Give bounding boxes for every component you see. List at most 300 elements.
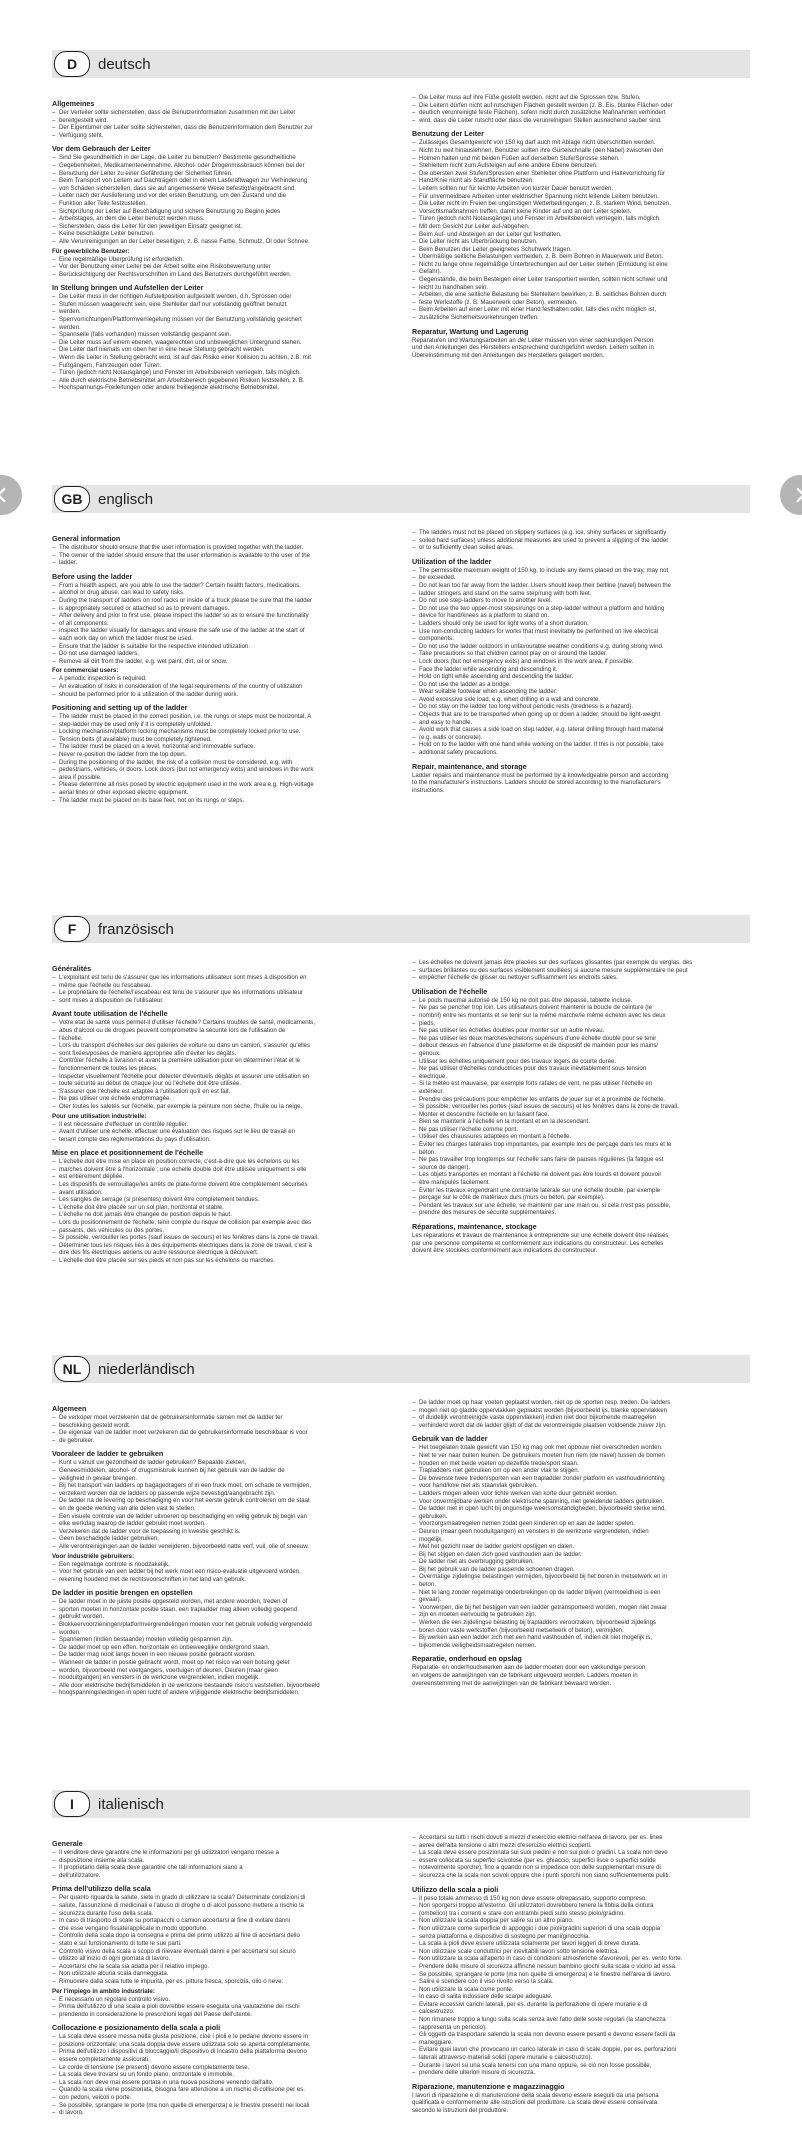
list-item: – Beim Arbeiten auf einer Leiter mit einer Hand festhalten oder, falls dies nicht möglich ist, bbox=[412, 306, 750, 314]
list-item: – Wear suitable footwear when ascending the ladder. bbox=[412, 688, 750, 696]
list-item: – avant utilisation. bbox=[52, 1189, 390, 1197]
left-column bbox=[52, 1399, 390, 1697]
paragraph bbox=[412, 1664, 750, 1687]
chevron-right-icon bbox=[791, 486, 802, 504]
list-item: – Use non-conducting ladders for works that must inevitably be performed on live electrical bbox=[412, 628, 750, 636]
list-item: – Niet te ver naar buiten leunen. De gebruikers moeten hun riem (de navel) tussen de bomen bbox=[412, 1452, 750, 1460]
list-item: – werden. bbox=[52, 308, 390, 316]
section-header bbox=[52, 1790, 750, 1818]
list-item: – Türen (jedoch nicht Notausgänge) und Fenster im Arbeitsbereich verriegeln, falls möglich. bbox=[412, 215, 750, 223]
list-item: – feste Werkstoffe (z. B. Mauerwerk oder Beton), vermeiden. bbox=[412, 299, 750, 307]
heading: De ladder in positie brengen en opstellen bbox=[52, 1588, 193, 1598]
list-item: – elke werkdag waarop de ladder gebruikt moet worden. bbox=[52, 1520, 390, 1528]
list-item: – The ladder must be placed on its base feet, not on its rungs or steps. bbox=[52, 797, 390, 805]
list-item: – gevaar). bbox=[412, 1596, 750, 1604]
list-item: – Si possible, verrouiller les portes (sauf issues de secours) et les fenêtres dans la zone de travail. bbox=[412, 1103, 750, 1111]
list-item: – Hold on to the ladder with one hand while working on the ladder. If this is not possible, take bbox=[412, 741, 750, 749]
list-item: – veiligheid in gevaar brengen. bbox=[52, 1475, 390, 1483]
list-item: – The permissible maximum weight of 150 kg, to include any items placed on the tray, may not bbox=[412, 567, 750, 575]
language-name: französisch bbox=[98, 920, 174, 938]
list-item: – source de danger). bbox=[412, 1164, 750, 1172]
list-item: – wird, dass die Leiter rutscht oder dass die verunreinigten Stellen ausreichend sauber sind. bbox=[412, 117, 750, 125]
list-item: – La scala deve essere posizionata sui suoi piedini e non sui pioli o gradini. La scala non deve bbox=[412, 1849, 750, 1857]
list-item: – Le propriétaire de l'échelle/l'escabeau est tenu de s'assurer que les informations utilisateur bbox=[52, 989, 390, 997]
list-item: – fonctionnement de toutes les pièces. bbox=[52, 1065, 390, 1073]
language-name: niederländisch bbox=[98, 1360, 195, 1378]
list-item: – Objects that are to be transported when going up or down a ladder, should be light-weight bbox=[412, 711, 750, 719]
list-item: – Controllo della scala dopo la consegna e prima del primo utilizzo al fine di accertarsi dello bbox=[52, 1932, 390, 1940]
list-item: – De ladder moet op een effen, horizontale en onbeweeglijke ondergrond staan. bbox=[52, 1644, 390, 1652]
list-item: – Accertarsi che la scala sia adatta per il relativo impiego. bbox=[52, 1963, 390, 1971]
heading: In Stellung bringen und Aufstellen der Leiter bbox=[52, 283, 204, 293]
list-item: – boren door vaste werkstoffen (bijvoorbeeld metselwerk of beton), vermijden. bbox=[412, 1627, 750, 1635]
list-item: – During the transport of ladders on roof racks or inside of a truck please be sure that the ladder bbox=[52, 597, 390, 605]
list-item: – device for hand/knees as a platform to stand on. bbox=[412, 612, 750, 620]
list-item: – von Schäden sicherstellen, dass sie auf angemessene Weise befestigt/angebracht sind. bbox=[52, 185, 390, 193]
list-item: – Il est nécessaire d'effectuer un contrôle régulier. bbox=[52, 1121, 390, 1129]
instruction-list bbox=[52, 293, 390, 392]
instruction-list bbox=[412, 94, 750, 124]
list-item: – Contrôler l'échelle à livraison et avant la première utilisation pour en déterminer l'état et le bbox=[52, 1057, 390, 1065]
list-item: – en de goede werking van alle delen vast te stellen. bbox=[52, 1505, 390, 1513]
list-item: – Der Verteiler sollte sicherstellen, dass die Benutzerinformation zusammen mit der Leiter bbox=[52, 109, 390, 117]
right-column bbox=[412, 959, 750, 1265]
list-item: – Die Leiter nicht im Freien bei ungünstigen Wetterbedingungen, z. B. starkem Wind, benutzen. bbox=[412, 200, 750, 208]
list-item: – Bij het gebruik van de ladder passende schoenen dragen. bbox=[412, 1566, 750, 1574]
list-item: – est entièrement dépliée. bbox=[52, 1173, 390, 1181]
list-item: – disposizione insieme alla scala. bbox=[52, 1857, 390, 1865]
instruction-list bbox=[52, 974, 390, 1004]
list-item: – worden. bbox=[52, 1629, 390, 1637]
list-item: – Avant d'utiliser une échelle, effectuer une évaluation des risques sur le lieu de travail en bbox=[52, 1128, 390, 1136]
instruction-list bbox=[52, 675, 390, 698]
list-item: – Utiliser les échelles uniquement pour des travaux légers de courte durée. bbox=[412, 1058, 750, 1066]
list-item: – essere completamente assicurati. bbox=[52, 2056, 390, 2064]
instruction-list bbox=[52, 582, 390, 666]
list-item: – leicht zu handhaben sein. bbox=[412, 284, 750, 292]
list-item: – Remove all dirt from the ladder, e.g. wet paint, dirt, oil or snow. bbox=[52, 658, 390, 666]
instruction-list bbox=[52, 109, 390, 139]
instruction-list bbox=[412, 529, 750, 552]
list-item: – prendere delle ulteriori misure di sicurezza. bbox=[412, 2069, 750, 2077]
list-item: – Prima dell'utilizzo i dispositivi di bloccaggio/il dispositivo di incastro della piattaforma devono bbox=[52, 2048, 390, 2056]
list-item: – aeree dell'alta tensione o altri mezzi d'esercizio elettrici scoperti. bbox=[412, 1842, 750, 1850]
list-item: – Non utilizzare scale conduttrici per inevitabili lavori sotto tensione elettrica. bbox=[412, 1948, 750, 1956]
list-item: – laterali attraverso materiali solidi (opere murarie e calcestruzzo). bbox=[412, 2054, 750, 2062]
instruction-list bbox=[412, 959, 750, 982]
instruction-list bbox=[412, 997, 750, 1217]
section-header bbox=[52, 915, 750, 943]
list-item: – che esse vengano fissate/applicate in modo opportuno. bbox=[52, 1925, 390, 1933]
list-item: – Mit dem Gesicht zur Leiter auf-/abgehen. bbox=[412, 223, 750, 231]
list-item: – Non utilizzare la scala all'aperto in caso di condizioni atmosferiche sfavorevoli, per es. vento forte. bbox=[412, 1955, 750, 1963]
list-item: – gebruiken. bbox=[412, 1513, 750, 1521]
list-item: – dire des fils électriques aériens ou autre ressource électrique à découvert. bbox=[52, 1249, 390, 1257]
instruction-list bbox=[52, 1996, 390, 2019]
list-item: – Les dispositifs de verrouillage/les arrêts de plate-forme doivent être complètement sécurisés bbox=[52, 1181, 390, 1189]
list-item: – essere collocata su superfici scivolose (per es. ghiaccio, superfici lisce o superfici solide bbox=[412, 1857, 750, 1865]
list-item: – Die obersten zwei Stufen/Sprossen einer Stehleiter ohne Plattform und Haltevorrichtung für bbox=[412, 170, 750, 178]
list-item: – Türen (jedoch nicht Notausgänge) und Fenster im Arbeitsbereich verriegeln, falls möglich. bbox=[52, 369, 390, 377]
list-item: – Si la météo est mauvaise, par exemple forts rafales de vent, ne pas utiliser l'échelle en bbox=[412, 1080, 750, 1088]
heading: Utilisation de l'échelle bbox=[412, 986, 488, 996]
list-item: – zijn en moeten eenvoudig te gebruiken zijn. bbox=[412, 1611, 750, 1619]
list-item: – Beim Benutzen der Leiter geeignetes Schuhwerk tragen. bbox=[412, 246, 750, 254]
list-item: – Non utilizzare la scala doppia per salire su un altro piano. bbox=[412, 1917, 750, 1925]
list-item: – Sicherstellen, dass die Leiter für den jeweiligen Einsatz geeignet ist. bbox=[52, 223, 390, 231]
list-item: – salute, l'assunzione di medicinali e l'abuso di droghe o di alcol possono mettere a rischio la bbox=[52, 1902, 390, 1910]
list-item: – prendre des mesures de sécurité supplémentaires. bbox=[412, 1209, 750, 1217]
list-item: – Spannseile (falls vorhanden) müssen vollständig gespannt sein. bbox=[52, 331, 390, 339]
heading: Reparatie, onderhoud en opslag bbox=[412, 1654, 522, 1664]
list-item: – Für unvermeidbare Arbeiten unter elektrischer Spannung nicht leitende Leitern benutzen. bbox=[412, 193, 750, 201]
instruction-list bbox=[52, 1849, 390, 1879]
list-item: – Benutzung der Leiter zu einer Gefährdung der Sicherheit führen. bbox=[52, 170, 390, 178]
list-item: – surfaces brillantes ou des surfaces visiblement souillées) si aucune mesure supplémentaire ne peut bbox=[412, 967, 750, 975]
list-item: – Le corde di tensione (se presenti) devono essere completamente tese. bbox=[52, 2064, 390, 2072]
list-item: – During the positioning of the ladder, the risk of a collision must be considered, e.g. with bbox=[52, 759, 390, 767]
list-item: – Ne pas utiliser les échelles doubles pour monter sur un autre niveau. bbox=[412, 1027, 750, 1035]
language-code-badge: I bbox=[54, 1791, 90, 1817]
list-item: – area if possible. bbox=[52, 774, 390, 782]
list-item: – La scala a pioli deve essere utilizzata solamente per lavori leggeri di breve durata. bbox=[412, 1940, 750, 1948]
list-item: – Stehleitern nicht zum Aufsteigen auf eine andere Ebene benutzen. bbox=[412, 162, 750, 170]
section-nl bbox=[52, 1355, 750, 1697]
list-item: – L'échelle doit être placée sur un sol plan, horizontal et stable. bbox=[52, 1204, 390, 1212]
heading: Algemeen bbox=[52, 1404, 87, 1413]
list-item: – marches doivent être à l'horizontale ; une échelle double doit être utilisée uniquement si elle bbox=[52, 1166, 390, 1174]
list-item: – Inspecter visuellement l'échelle pour détecter d'éventuels dégâts et assurer une utilisation en bbox=[52, 1073, 390, 1081]
list-item: – Wanneer de ladder in positie gebracht wordt, moet op het risico van een botsing gelet bbox=[52, 1659, 390, 1667]
next-page-button[interactable] bbox=[780, 475, 802, 515]
list-item: – The ladder must be placed on a level, horizontal and immovable surface. bbox=[52, 743, 390, 751]
list-item: – voor hand/knie niet als staanvlak gebruiken. bbox=[412, 1482, 750, 1490]
language-name: italienisch bbox=[98, 1795, 164, 1813]
list-item: – Evitare eccessivi carichi laterali, per es. durante la perforazione di opere murarie e di bbox=[412, 2001, 750, 2009]
list-item: – soiled hard surfaces) unless additional measures are used to prevent a slipping of the ladder bbox=[412, 537, 750, 545]
list-item: – prendendo in considerazione le prescrizioni legali del Paese dell'utente. bbox=[52, 2011, 390, 2019]
paragraph-line: I lavori di riparazione e di manutenzione della scala devono essere eseguiti da una persona bbox=[412, 2091, 659, 2099]
list-item: – Se possibile, sprangare le porte (ma non quelle di emergenza) e le finestre nell'area di lavoro. bbox=[412, 1971, 750, 1979]
paragraph-line: par une personne compétente et conformément aux indications du constructeur. Les échelles bbox=[412, 1239, 664, 1247]
list-item: – di lavoro. bbox=[52, 2109, 390, 2117]
list-item: – Do not use the ladder as a bridge. bbox=[412, 681, 750, 689]
list-item: – dell'utilizzatore. bbox=[52, 1872, 390, 1880]
heading: Prima dell'utilizzo della scala bbox=[52, 1884, 151, 1894]
instruction-list bbox=[52, 154, 390, 245]
list-item: – Take precautions so that children cannot play on or around the ladder. bbox=[412, 650, 750, 658]
list-item: – Een regelmatige controle is noodzakelijk. bbox=[52, 1561, 390, 1569]
list-item: – Gegebenheiten, Medikamenteneinnahme, Alkohol- oder Drogenmissbrauch können bei der bbox=[52, 162, 390, 170]
paragraph-line: Übereinstimmung mit den Anleitungen des Herstellers gelagert werden. bbox=[412, 351, 605, 359]
list-item: – posizione orizzontale; una scala doppia deve essere utilizzata solo se aperta completamente. bbox=[52, 2041, 390, 2049]
list-item: – Prima dell'utilizzo di una scala a pioli dovrebbe essere eseguita una valutazione dei rischi bbox=[52, 2003, 390, 2011]
list-item: – Vorsichtsmaßnahmen treffen, damit keine Kinder auf und an der Leiter spielen. bbox=[412, 208, 750, 216]
list-item: – be exceeded. bbox=[412, 574, 750, 582]
heading: Benutzung der Leiter bbox=[412, 129, 484, 139]
list-item: – Non utilizzare alcuna scala danneggiata. bbox=[52, 1970, 390, 1978]
paragraph-line: overeenstemming met de aanwijzingen van de fabrikant bewaard worden. bbox=[412, 1679, 612, 1687]
list-item: – Die Leiter muss auf ihre Füße gestellt werden, nicht auf die Sprossen bzw. Stufen. bbox=[412, 94, 750, 102]
list-item: – Si possible, verrouiller les portes (sauf issues de secours) et les fenêtres dans la zone de travail. bbox=[52, 1234, 390, 1242]
list-item: – toute sécurité au début de chaque jour où l'échelle doit être utilisée. bbox=[52, 1080, 390, 1088]
list-item: – calcestruzzo. bbox=[412, 2008, 750, 2016]
list-item: – pedestrians, vehicles, or doors. Lock doors (but not emergency exits) and windows in the work bbox=[52, 766, 390, 774]
list-item: – Een visuele controle van de ladder uitvoeren op beschadiging en veilig gebruik bij begin van bbox=[52, 1513, 390, 1521]
section-d bbox=[52, 50, 750, 392]
list-item: – Sind Sie gesundheitlich in der Lage, die Leiter zu benutzen? Bestimmte gesundheitliche bbox=[52, 154, 390, 162]
previous-page-button[interactable] bbox=[0, 475, 22, 515]
instruction-list bbox=[412, 1834, 750, 1880]
list-item: – stato e sul funzionamento di tutte le sue parti. bbox=[52, 1940, 390, 1948]
instruction-list bbox=[52, 1019, 390, 1110]
list-item: – perçage sur le côté de matériaux durs (murs ou béton, par exemple). bbox=[412, 1194, 750, 1202]
list-item: – Do not use the two upper-most steps/rungs on a step-ladder without a platform and holding bbox=[412, 605, 750, 613]
language-name: deutsch bbox=[98, 55, 151, 73]
paragraph bbox=[412, 337, 750, 360]
list-item: – sporten moeten in horizontale positie staan, een trapladder mag alleen volledig geopend bbox=[52, 1606, 390, 1614]
list-item: – verhinderd wordt dat de ladder glijdt of dat de verontreinigde plaatsen voldoende zuiver zijn. bbox=[412, 1422, 750, 1430]
list-item: – sont mises à disposition de l'utilisateur. bbox=[52, 997, 390, 1005]
list-item: – Bij werken aan een ladder zich met een hand vasthouden of, indien dit niet mogelijk is, bbox=[412, 1634, 750, 1642]
list-item: – L'exploitant est tenu de s'assurer que les informations utilisateur sont mises à disposition en bbox=[52, 974, 390, 982]
list-item: – beschikking gesteld wordt. bbox=[52, 1422, 390, 1430]
list-item: – Per quanto riguarda la salute, siete in grado di utilizzare la scala? Determinate condizioni di bbox=[52, 1894, 390, 1902]
list-item: – werden. bbox=[52, 324, 390, 332]
list-item: – Ladders mogen alleen voor lichte werken van korte duur gebruikt worden. bbox=[412, 1490, 750, 1498]
list-item: – The ladders must not be placed on slippery surfaces (e.g. ice, shiny surfaces or significantly bbox=[412, 529, 750, 537]
list-item: – Werken die een zijdelingse belasting bij trapladders veroorzaken, bijvoorbeeld zijdelings bbox=[412, 1619, 750, 1627]
list-item: – Spanriemen (indien bestaande) moeten volledig gespannen zijn. bbox=[52, 1636, 390, 1644]
list-item: – Avoid work that causes a side load on step ladder, e.g. lateral drilling through hard material bbox=[412, 726, 750, 734]
list-item: – Die Leiter muss in der richtigen Aufstellposition aufgestellt werden, d.h. Sprossen oder bbox=[52, 293, 390, 301]
heading: Generale bbox=[52, 1839, 83, 1848]
list-item: – Holmen halten und mit beiden Füßen auf derselben Stufe/Sprosse stehen. bbox=[412, 155, 750, 163]
left-column bbox=[52, 94, 390, 392]
list-item: – S'assurer que l'échelle est adaptée à l'utilisation qu'il en est fait. bbox=[52, 1088, 390, 1096]
instruction-list bbox=[412, 567, 750, 757]
right-column bbox=[412, 1399, 750, 1697]
list-item: – Pendant les travaux sur une échelle, se maintenir par une main ou, si cela n'est pas possible, bbox=[412, 1202, 750, 1210]
list-item: – Accertarsi su tutti i rischi dovuti a mezzi d'esercizio elettrici nell'area di lavoro, per es. linee bbox=[412, 1834, 750, 1842]
list-item: – In caso di salita indossare delle scarpe adeguate. bbox=[412, 1993, 750, 2001]
list-item: – Übermäßige seitliche Belastungen vermeiden, z. B. beim Bohren in Mauerwerk und Beton. bbox=[412, 253, 750, 261]
left-column bbox=[52, 959, 390, 1265]
list-item: – Alle durch elektrische Betriebsmittel am Arbeitsbereich gegebenen Risiken feststellen, z. B. bbox=[52, 377, 390, 385]
list-item: – or to sufficiently clean soiled areas. bbox=[412, 544, 750, 552]
list-item: – Tension belts (if available) must be completely tightened. bbox=[52, 736, 390, 744]
list-item: – Il venditore deve garantire che le informazioni per gli utilizzatori vengano messe a bbox=[52, 1849, 390, 1857]
list-item: – Ne pas utiliser une échelle endommagée. bbox=[52, 1095, 390, 1103]
list-item: – The ladder must be placed in the correct position, i.e. the rungs or steps must be horizontal. A bbox=[52, 713, 390, 721]
heading: Gebruik van de ladder bbox=[412, 1434, 488, 1444]
section-header bbox=[52, 485, 750, 513]
heading: Before using the ladder bbox=[52, 571, 133, 581]
list-item: – Salire e scendere con il viso rivolto verso la scala. bbox=[412, 1978, 750, 1986]
list-item: – Non sporgersi troppo all'esterno. Gli utilizzatori dovrebbero tenere la fibbia della cintura bbox=[412, 1902, 750, 1910]
list-item: – Il peso totale ammesso di 150 kg non deve essere oltrepassato, supporto compreso. bbox=[412, 1895, 750, 1903]
list-item: – Vor der Benutzung einer Leiter bei der Arbeit sollte eine Risikobewertung unter bbox=[52, 263, 390, 271]
list-item: – empêcher l'échelle de glisser ou nettoyer suffisamment les endroits sales. bbox=[412, 974, 750, 982]
heading: Mise en place et positionnement de l'échelle bbox=[52, 1148, 204, 1158]
list-item: – Ôter toutes les saletés sur l'échelle, par exemple la peinture non sèche, l'huile ou la neige. bbox=[52, 1103, 390, 1111]
list-item: – Die Leiter muss auf einem ebenen, waagerechten und unbeweglichen Untergrund stehen. bbox=[52, 339, 390, 347]
paragraph-line: Ladder repairs and maintenance must be performed by a knowledgeable person and according bbox=[412, 771, 669, 779]
list-item: – mogelijk. bbox=[412, 1536, 750, 1544]
list-item: – Gli oggetti da trasportare salendo la scala non devono essere pesanti e devono essere facili da bbox=[412, 2031, 750, 2039]
list-item: – Hand/Knie nicht als Standfläche benutzen. bbox=[412, 177, 750, 185]
list-item: – ladder. bbox=[52, 559, 390, 567]
list-item: – Ladders should only be used for light works of a short duration. bbox=[412, 620, 750, 628]
list-item: – From a health aspect, are you able to use the ladder? Certain health factors, medications, bbox=[52, 582, 390, 590]
subheading: Per l'impiego in ambito industriale: bbox=[52, 1987, 155, 1995]
list-item: – worden, bijvoorbeeld met voetgangers, voertuigen of deuren. Deuren (maar geen bbox=[52, 1667, 390, 1675]
list-item: – Utiliser des chaussures adaptées en montant à l'échelle. bbox=[412, 1133, 750, 1141]
paragraph bbox=[412, 772, 750, 795]
list-item: – Nicht zu lange ohne regelmäßige Unterbrechungen auf der Leiter stehen (Ermüdung ist eine bbox=[412, 261, 750, 269]
list-item: – Ne pas utiliser les deux marches/échelons supérieurs d'une échelle double pour se tenir bbox=[412, 1035, 750, 1043]
instruction-list bbox=[52, 1414, 390, 1444]
list-item: – Arbeiten, die eine seitliche Belastung bei Stehleitern bewirken, z. B. seitliches Bohren durch bbox=[412, 291, 750, 299]
list-item: – aerial lines or other exposed electric equipment. bbox=[52, 789, 390, 797]
list-item: – Overmatige zijdelingse belastingen vermijden, bijvoorbeeld bij het boren in metselwerk en in bbox=[412, 1573, 750, 1581]
list-item: – Verfügung steht. bbox=[52, 132, 390, 140]
list-item: – ladder stringers and stand on the same step/rung with both feet. bbox=[412, 590, 750, 598]
list-item: – Leiter nach der Auslieferung und vor der ersten Benutzung, um den Zustand und die bbox=[52, 192, 390, 200]
list-item: – Face the ladder while ascending and descending it. bbox=[412, 666, 750, 674]
list-item: – Rimuovere dalla scala tutte le impurità, per es. pittura fresca, sporcizia, olio o neve. bbox=[52, 1978, 390, 1986]
list-item: – Fußgängern, Fahrzeugen oder Türen. bbox=[52, 362, 390, 370]
heading: Positioning and setting up of the ladder bbox=[52, 703, 188, 713]
list-item: – Keine beschädigte Leiter benutzen. bbox=[52, 230, 390, 238]
list-item: – mogen niet op gladde oppervlakken geplaatst worden (bijvoorbeeld ijs, blanke oppervlakken bbox=[412, 1407, 750, 1415]
list-item: – each work day on which the ladder must be used. bbox=[52, 635, 390, 643]
list-item: – Le poids maximal autorisé de 150 kg ne doit pas être dépassé, tablette incluse. bbox=[412, 997, 750, 1005]
list-item: – alcohol or drug abuse, can lead to safety risks. bbox=[52, 589, 390, 597]
list-item: – extérieur. bbox=[412, 1088, 750, 1096]
heading: Allgemeines bbox=[52, 99, 95, 108]
list-item: – beton. bbox=[412, 1581, 750, 1589]
list-item: – sicurezza che la scala non scivoli oppure che i punti sporchi non siano sufficientemente puliti. bbox=[412, 1872, 750, 1880]
list-item: – Monter et descendre l'échelle en lui faisant face. bbox=[412, 1111, 750, 1119]
list-item: – béton. bbox=[412, 1149, 750, 1157]
left-column bbox=[52, 529, 390, 804]
list-item: – Der Eigentümer der Leiter sollte sicherstellen, dass die Benutzerinformation dem Benutzer zur bbox=[52, 124, 390, 132]
list-item: – pieds. bbox=[412, 1020, 750, 1028]
list-item: – Éviter les travaux engendrant une contrainte latérale sur une échelle double, par exemple bbox=[412, 1187, 750, 1195]
list-item: – L'échelle doit être placée sur ses pieds et non pas sur les échelons ou marches. bbox=[52, 1257, 390, 1265]
list-item: – Prendre des précautions pour empêcher les enfants de jouer sur et à proximité de l'échelle. bbox=[412, 1096, 750, 1104]
list-item: – Les échelles ne doivent jamais être placées sur des surfaces glissantes (par exemple du verglas, des bbox=[412, 959, 750, 967]
list-item: – additional safety precautions. bbox=[412, 749, 750, 757]
list-item: – After delivery and prior to first use, please inspect the ladder so as to ensure the functionality bbox=[52, 612, 390, 620]
subheading: Voor industriële gebruikers: bbox=[52, 1552, 135, 1560]
list-item: – (e.g. walls or concrete). bbox=[412, 734, 750, 742]
list-item: – Éviter les charges latérales trop importantes, par exemple lors de perçage dans les murs et le bbox=[412, 1141, 750, 1149]
list-item: – Bij het transport van ladders op bagagedragers of in een truck moet, om schade te vermijden, bbox=[52, 1482, 390, 1490]
list-item: – Voor het gebruik van een ladder bij het werk moet een risico-evaluatie uitgevoerd worden, bbox=[52, 1568, 390, 1576]
list-item: – Stufen müssen waagerecht sein, eine Stehleiter darf nur vollständig geöffnet benutzt bbox=[52, 301, 390, 309]
list-item: – nooduitgangen) en vensters in de werkzone vergrendelen, indien mogelijk. bbox=[52, 1674, 390, 1682]
right-column bbox=[412, 94, 750, 392]
list-item: – (ombelico) tra i correnti e stare con entrambi piedi sullo stesso piolo/gradino. bbox=[412, 1910, 750, 1918]
list-item: – Sperrvorrichtungen/Plattformverriegelung müssen vor der Benutzung vollständig gesichert bbox=[52, 316, 390, 324]
instruction-list bbox=[52, 713, 390, 804]
heading: Utilization of the ladder bbox=[412, 556, 492, 566]
list-item: – maneggiare. bbox=[412, 2039, 750, 2047]
list-item: – De ladder niet in open lucht bij ongunstige weersomstandigheden, bijvoorbeeld sterke wind, bbox=[412, 1505, 750, 1513]
list-item: – should be performed prior to a utilization of the ladder during work. bbox=[52, 691, 390, 699]
list-item: – Il proprietario della scala deve garantire che tali informazioni siano a bbox=[52, 1864, 390, 1872]
list-item: – Hochspannungs-Freileitungen oder andere freiliegende elektrische Betriebsmittel. bbox=[52, 384, 390, 392]
list-item: – l'échelle. bbox=[52, 1035, 390, 1043]
list-item: – Non rimanere troppo a lungo sulla scala senza aver fatto delle soste regolari (la stanchezza bbox=[412, 2016, 750, 2024]
list-item: – Do not use the ladder outdoors in unfavourable weather conditions e.g. during strong wind. bbox=[412, 643, 750, 651]
paragraph-line: qualificata e conformemente alle istruzioni del produttore. La scala deve essere conservata bbox=[412, 2099, 658, 2107]
list-item: – Never re-position the ladder from the top down. bbox=[52, 751, 390, 759]
list-item: – verzekerd worden dat de ladders op passende wijze bevestigd/aangebracht zijn. bbox=[52, 1490, 390, 1498]
heading: Vooraleer de ladder te gebruiken bbox=[52, 1449, 164, 1459]
list-item: – Evitare quei lavori che provocano un carico laterale in caso di scale doppie, per es. perforazioni bbox=[412, 2046, 750, 2054]
list-item: – De ladder niet als overbrugging gebruiken. bbox=[412, 1558, 750, 1566]
list-item: – hoogspanningsleidingen in open lucht of andere vrijliggende elektrische bedrijfsmiddelen. bbox=[52, 1689, 390, 1697]
list-item: – Les objets transportés en montant à l'échelle ne doivent pas être lourds et doivent pouvoir bbox=[412, 1171, 750, 1179]
list-item: – Deuren (maar geen nooduitgangen) en vensters in de werkzone vergrendelen, indien bbox=[412, 1528, 750, 1536]
list-item: – Eine regelmäßige Überprüfung ist erforderlich. bbox=[52, 256, 390, 264]
list-item: – Ne pas utiliser d'échelles conductrices pour des travaux inévitablement sous tension bbox=[412, 1065, 750, 1073]
subheading: For commercial users: bbox=[52, 667, 119, 675]
instruction-list bbox=[412, 1399, 750, 1429]
right-column bbox=[412, 529, 750, 804]
paragraph bbox=[412, 1232, 750, 1255]
instruction-list bbox=[52, 256, 390, 279]
language-code-badge: NL bbox=[54, 1356, 90, 1382]
list-item: – Het toegelaten totale gewicht van 150 kg mag ook met opbouw niet overschreden worden. bbox=[412, 1444, 750, 1452]
list-item: – bijkomende veiligheidsmaatregelen nemen. bbox=[412, 1642, 750, 1650]
list-item: – Verzekeren dat de ladder voor de toepassing in kwestie geschikt is. bbox=[52, 1528, 390, 1536]
heading: Riparazione, manutenzione e magazzinaggio bbox=[412, 2081, 565, 2091]
list-item: – Avoid excessive side load, e.g. when drilling in a wall and concrete. bbox=[412, 696, 750, 704]
list-item: – An evaluation of risks in consideration of the legal requirements of the country of utilization bbox=[52, 683, 390, 691]
list-item: – Non utilizzare la scala come ponte. bbox=[412, 1986, 750, 1994]
list-item: – Kunt u vanuit uw gezondheid de ladder gebruiken? Bepaalde ziekten, bbox=[52, 1459, 390, 1467]
list-item: – Blokkeervoorzieningen/platformvergrendelingen moeten voor het gebruik volledig vergrendeld bbox=[52, 1621, 390, 1629]
list-item: – De ladder mag nooit langs boven in een nieuwe positie gebracht worden. bbox=[52, 1651, 390, 1659]
list-item: – Voorzorgsmaatregelen nemen zodat geen kinderen op en aan de ladder spelen. bbox=[412, 1520, 750, 1528]
instruction-list bbox=[52, 1598, 390, 1697]
list-item: – Geneesmiddelen, alcohol- of drugsmisbruik kunnen bij het gebruik van de ladder de bbox=[52, 1467, 390, 1475]
paragraph-line: secondo le istruzioni del produttore. bbox=[412, 2107, 509, 2114]
subheading: Für gewerbliche Benutzer: bbox=[52, 247, 130, 255]
list-item: – Ne pas se pencher trop loin. Les utilisateurs doivent maintenir la boucle de ceinture (le bbox=[412, 1004, 750, 1012]
list-item: – bereitgestellt wird. bbox=[52, 117, 390, 125]
list-item: – De ladder moet op haar voeten geplaatst worden, niet op de sporten resp. treden. De ladders bbox=[412, 1399, 750, 1407]
list-item: – A periodic inspection is required. bbox=[52, 675, 390, 683]
list-item: – La scala deve essere messa nella giusta posizione, cioè i pioli e le pedane devono essere in bbox=[52, 2033, 390, 2041]
list-item: – Wenn die Leiter in Stellung gebracht wird, ist auf das Risiko einer Kollision zu achten, z.B. mit bbox=[52, 354, 390, 362]
instruction-list bbox=[52, 2033, 390, 2117]
instruction-list bbox=[52, 1894, 390, 1985]
language-code-badge: F bbox=[54, 916, 90, 942]
heading: Vor dem Gebrauch der Leiter bbox=[52, 144, 151, 154]
list-item: – utilizzo all'inizio di ogni giornata di lavoro. bbox=[52, 1955, 390, 1963]
heading: Utilizzo della scala a pioli bbox=[412, 1884, 499, 1894]
list-item: – Hold on tight while ascending and descending the ladder. bbox=[412, 673, 750, 681]
list-item: – The owner of the ladder should ensure that the user information is available to the user of the bbox=[52, 552, 390, 560]
heading: Généralités bbox=[52, 964, 92, 973]
list-item: – sicurezza durante l'uso della scala. bbox=[52, 1910, 390, 1918]
list-item: – is appropriately secured or attached so as to prevent damages. bbox=[52, 605, 390, 613]
